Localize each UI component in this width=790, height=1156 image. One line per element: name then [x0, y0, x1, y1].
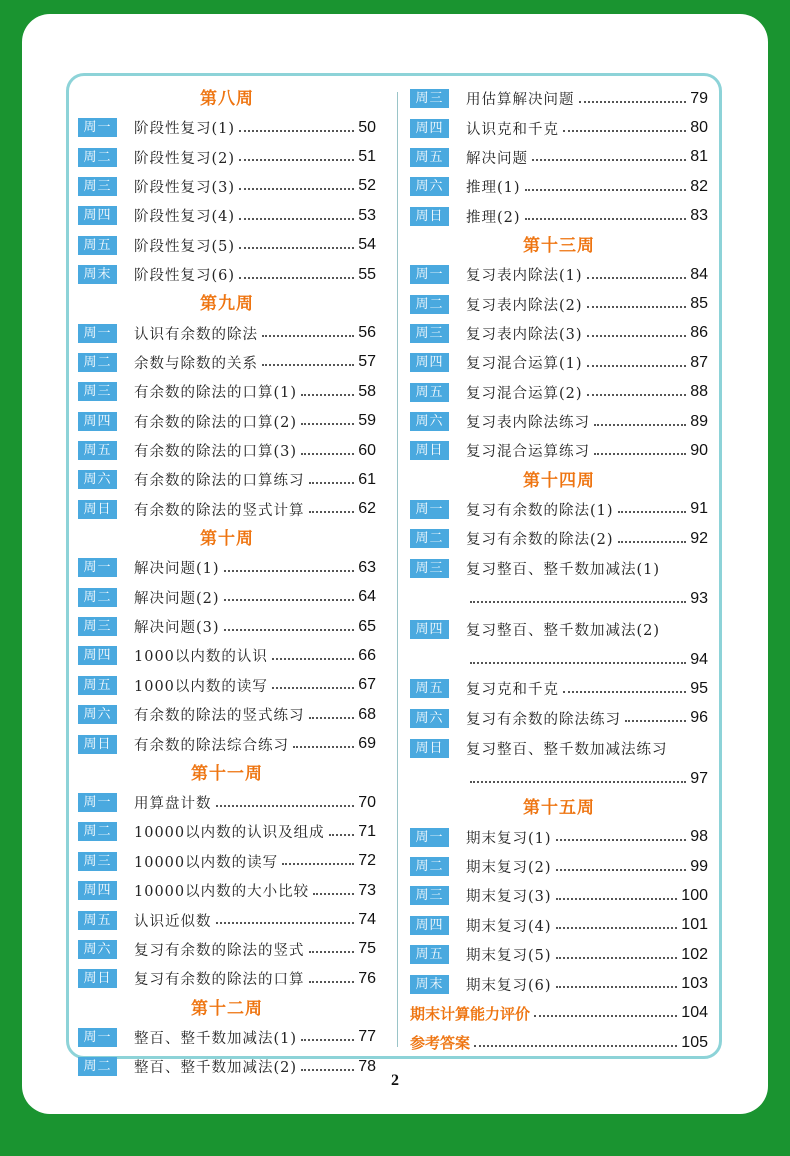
- entry-title: 10000以内数的大小比较: [134, 884, 310, 901]
- day-badge: 周一: [78, 324, 117, 343]
- dot-leader: [594, 424, 686, 426]
- dot-leader: [618, 541, 687, 543]
- day-badge: 周日: [410, 207, 449, 226]
- toc-entry[interactable]: [78, 876, 376, 905]
- entry-title: 有余数的除法的口算(2): [134, 414, 298, 431]
- page-ref: 102: [681, 945, 708, 963]
- entry-title: 期末复习(3): [466, 889, 552, 906]
- page-ref: 58: [358, 382, 376, 400]
- day-badge: 周四: [410, 916, 449, 935]
- toc-entry[interactable]: [78, 1023, 376, 1052]
- page-ref: 85: [690, 295, 708, 313]
- week-heading: 第十五周: [523, 798, 595, 818]
- day-badge: 周一: [78, 793, 117, 812]
- toc-entry[interactable]: [78, 495, 376, 524]
- toc-entry[interactable]: [78, 964, 376, 993]
- entry-title: 复习整百、整千数加减法(2): [466, 622, 661, 639]
- day-badge: 周三: [410, 886, 449, 905]
- dot-leader: [293, 746, 354, 748]
- toc-entry[interactable]: [410, 407, 708, 436]
- day-badge: 周二: [78, 1057, 117, 1076]
- entry-title: 复习有余数的除法的口算: [134, 972, 305, 989]
- dot-leader: [239, 218, 354, 220]
- entry-title: 整百、整千数加减法(1): [134, 1030, 298, 1047]
- entry-title: 阶段性复习(4): [134, 209, 236, 226]
- page-ref: 55: [358, 265, 376, 283]
- dot-leader: [532, 159, 686, 161]
- page-ref: 87: [690, 353, 708, 371]
- toc-entry[interactable]: [78, 113, 376, 142]
- toc-entry[interactable]: [410, 260, 708, 289]
- toc-entry[interactable]: [410, 704, 708, 733]
- page-ref: 93: [690, 590, 708, 608]
- day-badge: 周日: [78, 735, 117, 754]
- entry-title: 有余数的除法综合练习: [134, 737, 289, 754]
- day-badge: 周四: [410, 620, 449, 639]
- day-badge: 周六: [78, 940, 117, 959]
- entry-title: 用算盘计数: [134, 796, 212, 812]
- entry-title: 期末复习(4): [466, 918, 552, 935]
- page-ref: 101: [681, 916, 708, 934]
- entry-title: 复习整百、整千数加减法(1): [466, 562, 661, 579]
- day-badge: 周一: [78, 118, 117, 137]
- toc-entry[interactable]: [78, 172, 376, 201]
- entry-title: 复习有余数的除法(1): [466, 502, 614, 519]
- dot-leader: [625, 720, 686, 722]
- dot-leader: [239, 188, 354, 190]
- entry-title: 推理(2): [466, 209, 521, 226]
- page-ref: 89: [690, 412, 708, 430]
- entry-title: 用估算解决问题: [466, 92, 575, 109]
- page-ref: 68: [358, 705, 376, 723]
- entry-title: 推理(1): [466, 180, 521, 197]
- page-ref: 65: [358, 617, 376, 635]
- day-badge: 周二: [410, 295, 449, 314]
- toc-entry[interactable]: [410, 852, 708, 881]
- extra-title: 期末计算能力评价: [410, 1005, 531, 1023]
- week-heading: 第八周: [200, 89, 254, 108]
- dot-leader: [224, 629, 355, 631]
- entry-title: 解决问题: [466, 150, 528, 167]
- page-ref: 51: [358, 148, 376, 166]
- toc-entry-continuation: [410, 645, 708, 674]
- page-ref: 76: [358, 969, 376, 987]
- day-badge: 周日: [78, 500, 117, 519]
- entry-title: 有余数的除法的口算(1): [134, 385, 298, 402]
- day-badge: 周三: [410, 89, 449, 108]
- page-ref: 94: [690, 650, 708, 668]
- page-ref: 54: [358, 236, 376, 254]
- day-badge: 周一: [410, 265, 449, 284]
- dot-leader: [556, 927, 678, 929]
- toc-entry[interactable]: [78, 231, 376, 260]
- day-badge: 周四: [78, 881, 117, 900]
- toc-entry[interactable]: [410, 319, 708, 348]
- day-badge: 周三: [78, 617, 117, 636]
- dot-leader: [563, 130, 686, 132]
- dot-leader: [282, 863, 354, 865]
- entry-title: 1000以内数的读写: [134, 678, 268, 695]
- entry-title: 阶段性复习(5): [134, 238, 236, 255]
- dot-leader: [309, 717, 355, 719]
- dot-leader: [579, 101, 687, 103]
- dot-leader: [224, 570, 355, 572]
- page-ref: 104: [681, 1004, 708, 1022]
- dot-leader: [587, 365, 687, 367]
- dot-leader: [216, 805, 355, 807]
- dot-leader: [525, 218, 687, 220]
- page-ref: 96: [690, 709, 708, 727]
- dot-leader: [239, 130, 354, 132]
- entry-title: 复习整百、整千数加减法练习: [466, 742, 668, 759]
- day-badge: 周一: [78, 1028, 117, 1047]
- entry-title: 阶段性复习(1): [134, 121, 236, 138]
- page-ref: 83: [690, 207, 708, 225]
- page-ref: 56: [358, 324, 376, 342]
- page-ref: 86: [690, 324, 708, 342]
- week-heading: 第十四周: [523, 470, 595, 490]
- page-ref: 78: [358, 1057, 376, 1075]
- dot-leader: [470, 662, 686, 664]
- toc-entry[interactable]: [78, 465, 376, 494]
- day-badge: 周三: [78, 382, 117, 401]
- dot-leader: [224, 599, 355, 601]
- entry-title: 复习表内除法(3): [466, 326, 583, 343]
- page-ref: 79: [690, 89, 708, 107]
- entry-title: 复习有余数的除法的竖式: [134, 942, 305, 959]
- toc-entry[interactable]: [410, 822, 708, 851]
- toc-entry[interactable]: [410, 911, 708, 940]
- dot-leader: [474, 1045, 677, 1047]
- day-badge: 周二: [78, 353, 117, 372]
- dot-leader: [470, 601, 686, 603]
- dot-leader: [587, 306, 687, 308]
- day-badge: 周五: [410, 679, 449, 698]
- dot-leader: [587, 277, 687, 279]
- toc-entry[interactable]: [78, 436, 376, 465]
- entry-title: 复习有余数的除法(2): [466, 532, 614, 549]
- column-divider: [397, 92, 398, 1047]
- dot-leader: [556, 986, 678, 988]
- toc-entry[interactable]: [410, 378, 708, 407]
- dot-leader: [301, 1039, 354, 1041]
- day-badge: 周四: [410, 119, 449, 138]
- week-heading: 第九周: [200, 294, 254, 314]
- toc-entry[interactable]: [78, 641, 376, 670]
- entry-title: 认识有余数的除法: [134, 326, 258, 343]
- toc-entry[interactable]: [78, 407, 376, 436]
- day-badge: 周三: [78, 177, 117, 196]
- toc-entry[interactable]: [78, 348, 376, 377]
- day-badge: 周六: [78, 470, 117, 489]
- toc-entry[interactable]: [410, 202, 708, 231]
- dot-leader: [272, 687, 354, 689]
- page-ref: 73: [358, 881, 376, 899]
- week-heading: 第十一周: [191, 763, 263, 783]
- page-ref: 74: [358, 911, 376, 929]
- page-ref: 91: [690, 500, 708, 518]
- entry-title: 复习混合运算练习: [466, 444, 590, 461]
- day-badge: 周五: [410, 148, 449, 167]
- day-badge: 周二: [78, 588, 117, 607]
- toc-entry[interactable]: [78, 553, 376, 582]
- page-ref: 60: [358, 441, 376, 459]
- day-badge: 周三: [410, 559, 449, 578]
- entry-title: 复习混合运算(2): [466, 385, 583, 402]
- toc-entry-continuation: [410, 764, 708, 793]
- page-ref: 64: [358, 588, 376, 606]
- page-ref: 66: [358, 646, 376, 664]
- toc-entry-continuation: [410, 584, 708, 613]
- toc-entry[interactable]: [78, 142, 376, 171]
- page-ref: 81: [690, 148, 708, 166]
- page-ref: 57: [358, 353, 376, 371]
- dot-leader: [309, 951, 355, 953]
- day-badge: 周五: [410, 945, 449, 964]
- toc-entry[interactable]: [78, 318, 376, 347]
- toc-entry[interactable]: [78, 582, 376, 611]
- toc-entry-extra[interactable]: [410, 999, 708, 1028]
- toc-entry[interactable]: [410, 113, 708, 142]
- entry-title: 期末复习(1): [466, 830, 552, 847]
- day-badge: 周六: [410, 709, 449, 728]
- dot-leader: [534, 1015, 677, 1017]
- page-ref: 52: [358, 177, 376, 195]
- page-ref: 53: [358, 206, 376, 224]
- entry-title: 10000以内数的认识及组成: [134, 825, 325, 842]
- dot-leader: [301, 423, 354, 425]
- page-ref: 90: [690, 441, 708, 459]
- page-ref: 97: [690, 769, 708, 787]
- left-column: [78, 84, 376, 1081]
- entry-title: 认识近似数: [134, 913, 212, 930]
- toc-entry[interactable]: [78, 788, 376, 817]
- day-badge: 周二: [78, 148, 117, 167]
- entry-title: 有余数的除法的口算练习: [134, 473, 305, 490]
- day-badge: 周六: [78, 705, 117, 724]
- day-badge: 周五: [410, 383, 449, 402]
- dot-leader: [470, 781, 686, 783]
- dot-leader: [262, 335, 354, 337]
- entry-title: 复习克和千克: [466, 682, 559, 699]
- page-ref: 50: [358, 118, 376, 136]
- entry-title: 余数与除数的关系: [134, 355, 258, 372]
- week-heading: 第十三周: [523, 235, 595, 255]
- dot-leader: [309, 511, 355, 513]
- dot-leader: [556, 839, 687, 841]
- dot-leader: [329, 834, 355, 836]
- page-ref: 69: [358, 735, 376, 753]
- entry-title: 解决问题(1): [134, 561, 220, 578]
- dot-leader: [239, 277, 354, 279]
- toc-entry[interactable]: [410, 172, 708, 201]
- toc-entry[interactable]: [410, 289, 708, 318]
- page-ref: 84: [690, 265, 708, 283]
- toc-entry[interactable]: [410, 881, 708, 910]
- page-ref: 103: [681, 975, 708, 993]
- day-badge: 周四: [78, 206, 117, 225]
- toc-entry[interactable]: [410, 143, 708, 172]
- toc-entry[interactable]: [78, 935, 376, 964]
- toc-entry[interactable]: [410, 969, 708, 998]
- entry-title: 阶段性复习(2): [134, 150, 236, 167]
- page-ref: 99: [690, 857, 708, 875]
- page-ref: 61: [358, 470, 376, 488]
- entry-title: 期末复习(6): [466, 977, 552, 994]
- dot-leader: [309, 981, 355, 983]
- page-ref: 67: [358, 676, 376, 694]
- dot-leader: [556, 898, 678, 900]
- entry-title: 复习有余数的除法练习: [466, 711, 621, 728]
- dot-leader: [618, 511, 687, 513]
- toc-entry[interactable]: [410, 733, 708, 764]
- day-badge: 周日: [78, 969, 117, 988]
- toc-entry[interactable]: [78, 847, 376, 876]
- page-ref: 63: [358, 558, 376, 576]
- toc-entry[interactable]: [78, 729, 376, 758]
- dot-leader: [239, 247, 354, 249]
- right-column: [410, 84, 708, 1058]
- toc-entry[interactable]: [78, 817, 376, 846]
- page-ref: 77: [358, 1028, 376, 1046]
- entry-title: 10000以内数的读写: [134, 854, 279, 871]
- toc-entry[interactable]: [78, 377, 376, 406]
- entry-title: 解决问题(3): [134, 620, 220, 637]
- dot-leader: [309, 482, 355, 484]
- dot-leader: [587, 394, 687, 396]
- toc-entry[interactable]: [78, 671, 376, 700]
- page-ref: 95: [690, 679, 708, 697]
- entry-title: 解决问题(2): [134, 590, 220, 607]
- dot-leader: [556, 869, 687, 871]
- day-badge: 周三: [78, 852, 117, 871]
- page-ref: 72: [358, 852, 376, 870]
- day-badge: 周日: [410, 739, 449, 758]
- dot-leader: [525, 189, 687, 191]
- day-badge: 周一: [78, 558, 117, 577]
- page-ref: 82: [690, 177, 708, 195]
- dot-leader: [216, 922, 355, 924]
- entry-title: 复习表内除法练习: [466, 415, 590, 432]
- day-badge: 周五: [78, 236, 117, 255]
- day-badge: 周五: [78, 676, 117, 695]
- page-ref: 92: [690, 529, 708, 547]
- entry-title: 有余数的除法的口算(3): [134, 444, 298, 461]
- toc-entry[interactable]: [78, 612, 376, 641]
- page-ref: 105: [681, 1033, 708, 1051]
- day-badge: 周四: [78, 412, 117, 431]
- day-badge: 周二: [410, 529, 449, 548]
- day-badge: 周末: [410, 975, 449, 994]
- toc-entry[interactable]: [78, 700, 376, 729]
- dot-leader: [563, 691, 686, 693]
- day-badge: 周四: [410, 353, 449, 372]
- page-ref: 59: [358, 412, 376, 430]
- week-heading: 第十二周: [191, 998, 263, 1018]
- entry-title: 有余数的除法的竖式计算: [134, 502, 305, 519]
- toc-entry[interactable]: [410, 495, 708, 524]
- day-badge: 周六: [410, 177, 449, 196]
- page-number: 2: [391, 1072, 399, 1089]
- entry-title: 期末复习(5): [466, 948, 552, 965]
- day-badge: 周末: [78, 265, 117, 284]
- day-badge: 周日: [410, 441, 449, 460]
- entry-title: 认识克和千克: [466, 121, 559, 138]
- page-ref: 70: [358, 793, 376, 811]
- day-badge: 周一: [410, 828, 449, 847]
- dot-leader: [239, 159, 354, 161]
- toc-entry-extra[interactable]: [410, 1028, 708, 1057]
- entry-title: 复习表内除法(1): [466, 268, 583, 285]
- toc-entry[interactable]: [410, 940, 708, 969]
- toc-entry[interactable]: [410, 553, 708, 584]
- dot-leader: [301, 394, 354, 396]
- dot-leader: [587, 335, 687, 337]
- page-ref: 62: [358, 500, 376, 518]
- day-badge: 周一: [410, 500, 449, 519]
- dot-leader: [301, 453, 354, 455]
- entry-title: 阶段性复习(6): [134, 268, 236, 285]
- dot-leader: [301, 1069, 354, 1071]
- entry-title: 复习混合运算(1): [466, 356, 583, 373]
- toc-entry[interactable]: [410, 524, 708, 553]
- day-badge: 周四: [78, 646, 117, 665]
- entry-title: 有余数的除法的竖式练习: [134, 708, 305, 725]
- entry-title: 复习表内除法(2): [466, 297, 583, 314]
- entry-title: 整百、整千数加减法(2): [134, 1060, 298, 1077]
- dot-leader: [313, 893, 354, 895]
- page-ref: 100: [681, 886, 708, 904]
- day-badge: 周二: [410, 857, 449, 876]
- toc-entry[interactable]: [78, 201, 376, 230]
- toc-entry[interactable]: [410, 674, 708, 703]
- entry-title: 期末复习(2): [466, 860, 552, 876]
- entry-title: 阶段性复习(3): [134, 179, 236, 196]
- dot-leader: [594, 453, 686, 455]
- page-ref: 80: [690, 119, 708, 137]
- day-badge: 周五: [78, 911, 117, 930]
- page-ref: 75: [358, 940, 376, 958]
- page-ref: 88: [690, 383, 708, 401]
- toc-entry[interactable]: [410, 84, 708, 113]
- extra-title: 参考答案: [410, 1035, 471, 1053]
- day-badge: 周六: [410, 412, 449, 431]
- toc-entry[interactable]: [410, 348, 708, 377]
- day-badge: 周三: [410, 324, 449, 343]
- day-badge: 周二: [78, 822, 117, 841]
- day-badge: 周五: [78, 441, 117, 460]
- dot-leader: [556, 957, 678, 959]
- week-heading: 第十周: [200, 529, 254, 549]
- toc-entry[interactable]: [78, 905, 376, 934]
- dot-leader: [272, 658, 354, 660]
- page-ref: 71: [358, 822, 376, 840]
- toc-entry[interactable]: [410, 436, 708, 465]
- toc-entry[interactable]: [410, 614, 708, 645]
- entry-title: 1000以内数的认识: [134, 649, 268, 666]
- toc-entry[interactable]: [78, 260, 376, 289]
- page-ref: 98: [690, 828, 708, 846]
- dot-leader: [262, 364, 354, 366]
